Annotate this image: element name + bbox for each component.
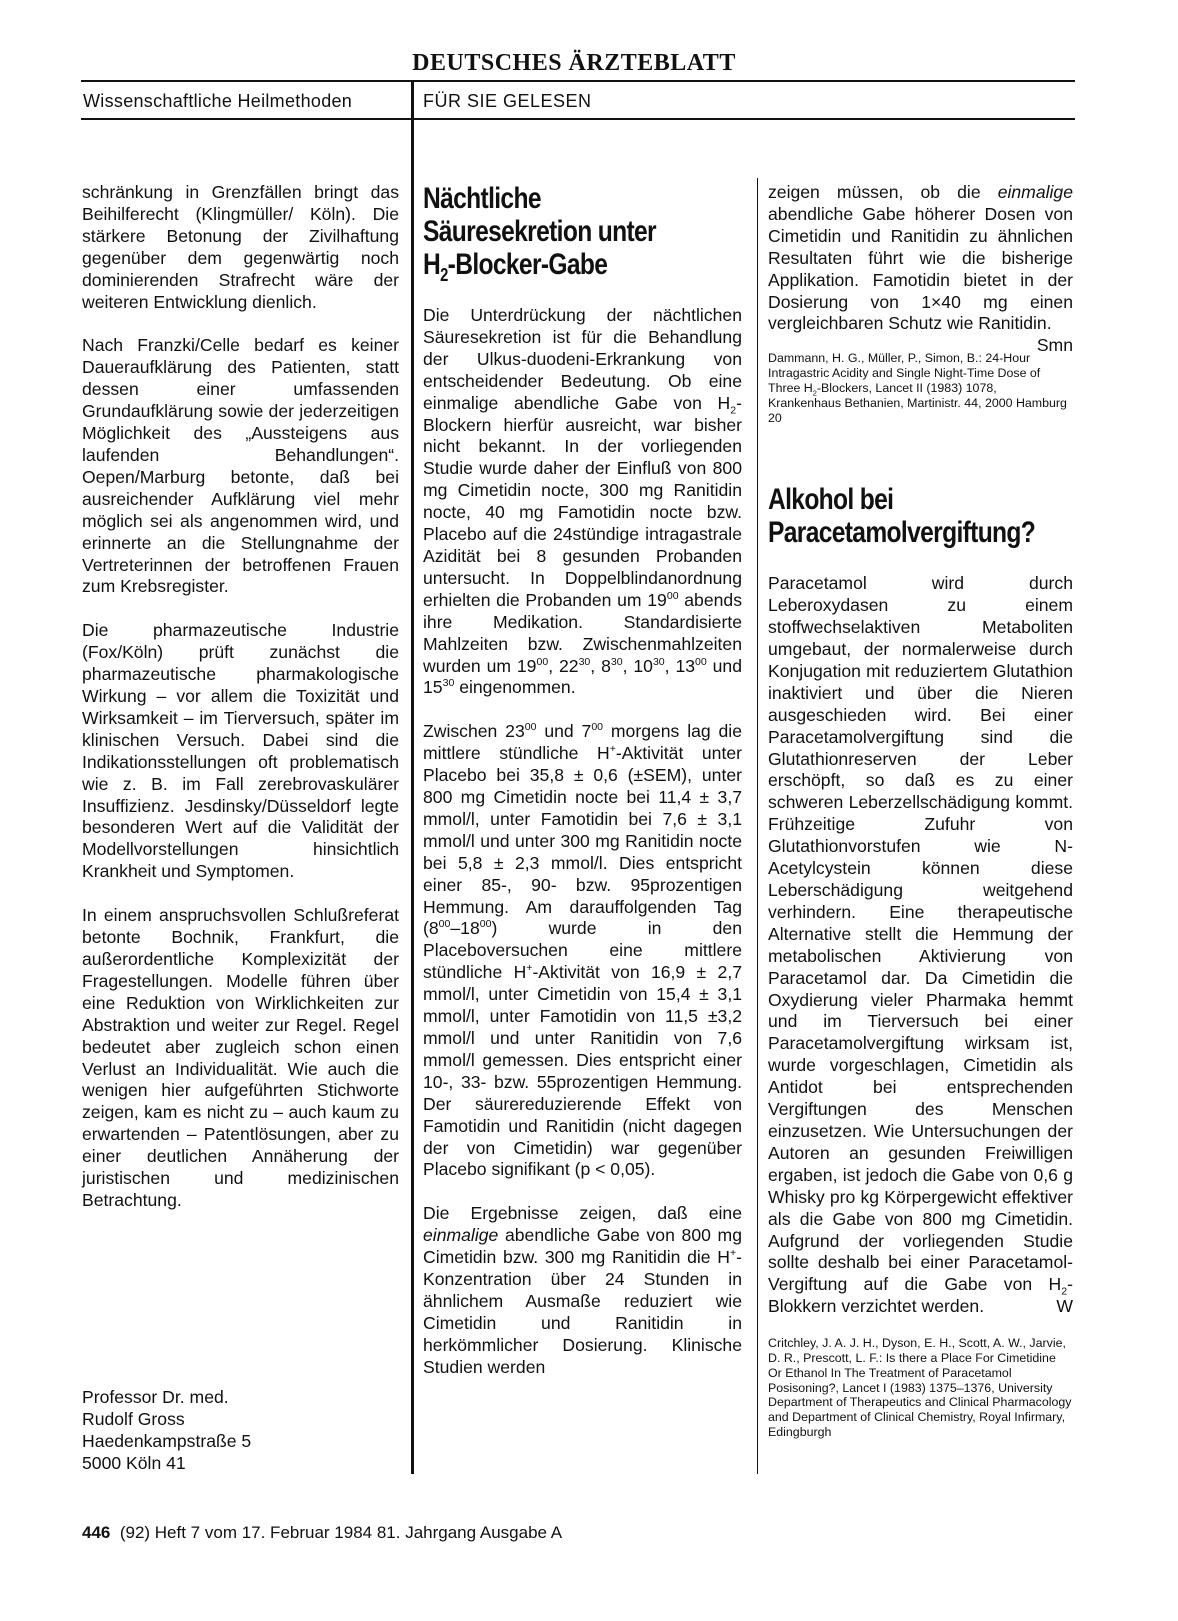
section-label-right: FÜR SIE GELESEN [423, 91, 592, 111]
address-line: Professor Dr. med. [82, 1387, 229, 1407]
left-column [82, 182, 399, 1234]
right-column [768, 182, 1073, 1470]
article-headline: Alkohol bei Paracetamolvergiftung? [768, 483, 1036, 550]
address-line: Haedenkampstraße 5 [82, 1431, 252, 1451]
paragraph: Die Unterdrückung der nächtlichen Säuresekretion ist für die Behandlung der Ulkus-duodeni-Erkrankung von entscheidender Bedeutung. Ob eine einmalige abendliche Gabe von $H_2$-Blockern hierfür ausreicht, war bisher nicht bekannt. In der vorliegenden Studie wurde daher der Einfluß von 800 mg Cimetidin nocte, 300 mg Ranitidin nocte, 40 mg Famotidin nocte bzw. Placebo auf die 24stündige intragastrale Azidität bei 8 gesunden Probanden untersucht. In Doppelblindanordnung erhielten die Probanden um $19^{00}$ abends ihre Medikation. Standardisierte Mahlzeiten bzw. Zwischenmahlzeiten wurden um $19^{00}$, $22^{30}$, $8^{30}$, $10^{30}$, $13^{00}$ und $15^{30}$ eingenommen. [423, 305, 742, 698]
author-signature: Smn [1036, 335, 1073, 356]
address-line: 5000 Köln 41 [82, 1453, 186, 1473]
reference: Critchley, J. A. J. H., Dyson, E. H., Scott, A. W., Jarvie, D. R., Prescott, L. F.: Is there a Place For Cimetidine Or Ethanol In The Treatment of Paracetamol Posisoning?, Lancet I (1983) 1375–1376, University Department of Therapeutics and Clinical Pharmacology and Department of Clinical Chemistry, Royal Infirmary, Edingburgh [768, 1336, 1072, 1439]
article-headline: Nächtliche Säuresekretion unter $H_2-Blocker$-Gabe [423, 182, 656, 285]
author-signature: W [1056, 1296, 1073, 1317]
paragraph: zeigen müssen, ob die einmalige abendliche Gabe höherer Dosen von Cimetidin und Ranitidin zu ähnlichen Resultaten führt wie die bisherige Applikation. Famotidin bietet in der Dosierung von 1×40 mg einen vergleichbaren Schutz wie Ranitidin. Smn [768, 182, 1073, 356]
paragraph: Die pharmazeutische Industrie (Fox/Köln) prüft zunächst die pharmazeutische pharmakologische Wirkung – vor allem die Toxizität und Wirksamkeit – im Tierversuch, später im klinischen Versuch. Dabei sind die Indikationsstellungen oft problematisch wie z. B. im Fall zerebrovaskulärer Insuffizienz. Jesdinsky/Düsseldorf legte besonderen Wert auf die Validität der Modellvorstellungen hinsichtlich Krankheit und Symptomen. [82, 620, 399, 882]
issue-info: (92) Heft 7 vom 17. Februar 1984 81. Jahrgang Ausgabe A [119, 1523, 563, 1542]
paragraph: schränkung in Grenzfällen bringt das Beihilferecht (Klingmüller/ Köln). Die stärkere Betonung der Zivilhaftung gegenüber dem gegenwärtig noch dominierenden Strafrecht wäre der weiteren Entwicklung dienlich. [82, 182, 399, 312]
paragraph: Paracetamol wird durch Leberoxydasen zu einem stoffwechselaktiven Metaboliten umgebaut, der normalerweise durch Konjugation mit reduziertem Glutathion inaktiviert und über die Nieren ausgeschieden wird. Bei einer Paracetamolvergiftung sind die Glutathionreserven der Leber erschöpft, so daß es zu einer schweren Leberzellschädigung kommt. Frühzeitige Zufuhr von Glutathionvorstufen wie N-Acetylcystein können diese Leberschädigung weitgehend verhindern. Eine therapeutische Alternative stellt die Hemmung der metabolischen Aktivierung von Paracetamol dar. Da Cimetidin die Oxydierung vieler Pharmaka hemmt und im Tierversuch bei einer Paracetamolvergiftung wirksam ist, wurde vorgeschlagen, Cimetidin als Antidot bei entsprechenden Vergiftungen des Menschen einzusetzen. Wie Untersuchungen der Autoren an gesunden Freiwilligen ergaben, ist jedoch die Gabe von 0,6 g Whisky pro kg Körpergewicht effektiver als die Gabe von 800 mg Cimetidin. Aufgrund der vorliegenden Studie sollte deshalb bei einer Paracetamol-Vergiftung auf die Gabe von $H_2$-Blokkern verzichtet werden. W [768, 573, 1073, 1317]
masthead: DEUTSCHES ÄRZTEBLATT [412, 50, 736, 76]
paragraph: Die Ergebnisse zeigen, daß eine einmalige abendliche Gabe von 800 mg Cimetidin bzw. 300 mg Ranitidin die H+-Konzentration über 24 Stunden in ähnlichem Ausmaße reduziert wie Cimetidin und Ranitidin in herkömmlicher Dosierung. Klinische Studien werden [423, 1203, 742, 1377]
author-address [82, 1386, 251, 1474]
paragraph: Zwischen $23^{00}$ und $7^{00}$ morgens lag die mittlere stündliche H+-Aktivität unter Placebo bei 35,8 ± 0,6 (±SEM), unter 800 mg Cimetidin nocte bei 11,4 ± 3,7 mmol/l, unter Famotidin bei 7,6 ± 3,1 mmol/l und unter 300 mg Ranitidin nocte bei 5,8 ± 2,3 mmol/l. Dies entspricht einer 85-, 90- bzw. 95prozentigen Hemmung. Am darauffolgenden Tag $(8^{00}-18^{00})$ wurde in den Placeboversuchen eine mittlere stündliche H+-Aktivität von 16,9 ± 2,7 mmol/l, unter Cimetidin von 15,4 ± 3,1 mmol/l, unter Famotidin von 11,5 ±3,2 mmol/l und unter Ranitidin von 7,6 mmol/l gemessen. Dies entspricht einer 10-, 33- bzw. 55prozentigen Hemmung. Der säurereduzierende Effekt von Famotidin und Ranitidin (nicht dagegen der von Cimetidin) war gegenüber Placebo signifikant (p < 0,05). [423, 721, 742, 1180]
paragraph: In einem anspruchsvollen Schlußreferat betonte Bochnik, Frankfurt, die außerordentliche Komplexizität der Fragestellungen. Modelle führen über eine Reduktion von Wirklichkeiten zur Abstraktion und weiter zur Regel. Regel bedeutet aber zugleich schon einen Verlust an Individualität. Wie auch die wenigen hier aufgeführten Stichworte zeigen, kam es nicht zu – auch kaum zu erwartenden – Patentlösungen, aber zu einer deutlichen Annäherung der juristischen und medizinischen Betrachtung. [82, 905, 399, 1210]
address-line: Rudolf Gross [82, 1409, 185, 1429]
header-rule [81, 118, 1075, 120]
reference: Dammann, H. G., Müller, P., Simon, B.: 24-Hour Intragastric Acidity and Single Night-Time Dose of Three $H_2$-Blockers, Lancet II (1983) 1078, Krankenhaus Bethanien, Martinistr. 44, 2000 Hamburg 20 [768, 351, 1067, 425]
top-rule [81, 80, 1075, 82]
page-footer [82, 1522, 562, 1544]
column-divider-main [411, 80, 414, 1474]
column-divider-secondary [757, 178, 758, 1474]
paragraph: Nach Franzki/Celle bedarf es keiner Daueraufklärung des Patienten, statt dessen einer umfassenden Grundaufklärung sowie der jederzeitigen Möglichkeit des „Aussteigens aus laufenden Behandlungen“. Oepen/Marburg betonte, daß bei ausreichender Aufklärung viel mehr möglich sei als angenommen wird, und erinnerte an die Stellungnahme der Vertreterinnen der betroffenen Frauen zum Krebsregister. [82, 335, 399, 597]
middle-column [423, 182, 742, 1401]
page-number: 446 [82, 1523, 111, 1542]
section-label-left: Wissenschaftliche Heilmethoden [83, 91, 353, 111]
